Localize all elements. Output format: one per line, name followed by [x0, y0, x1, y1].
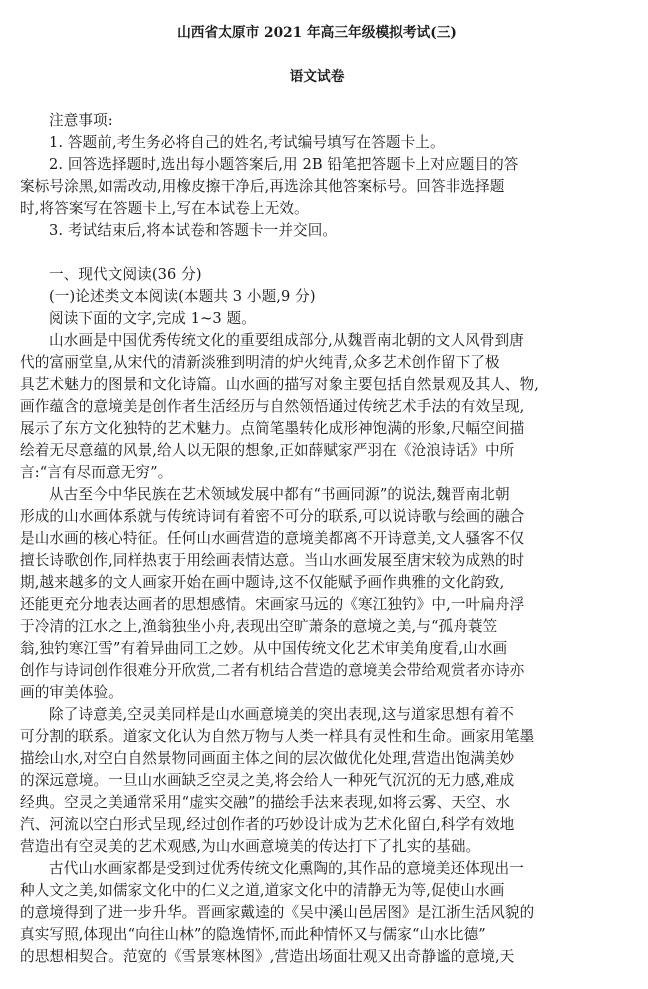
- section-subheading: (一)论述类文本阅读(本题共 3 小题,9 分): [49, 288, 316, 305]
- subject-title: 语文试卷: [289, 69, 345, 85]
- passage-line: 山水画是中国优秀传统文化的重要组成部分,从魏晋南北朝的文人风骨到唐: [49, 332, 524, 349]
- notice-line: 案标号涂黑,如需改动,用橡皮擦干净后,再选涂其他答案标号。回答非选择题: [20, 178, 505, 195]
- passage-line: 画作蕴含的意境美是创作者生活经历与自然领悟通过传统艺术手法的有效呈现,: [20, 398, 525, 415]
- passage-line: 具艺术魅力的图景和文化诗篇。山水画的描写对象主要包括自然景观及其人、物,: [20, 376, 540, 393]
- passage-line: 可分割的联系。道家文化认为自然万物与人类一样具有灵性和生命。画家用笔墨: [20, 728, 535, 745]
- passage-line: 除了诗意美,空灵美同样是山水画意境美的突出表现,这与道家思想有着不: [49, 706, 514, 723]
- passage-line: 汽、河流以空白形式呈现,经过创作者的巧妙设计成为艺术化留白,科学有效地: [20, 816, 515, 833]
- passage-line: 还能更充分地表达画者的思想感情。宋画家马远的《寒江独钓》中,一叶扁舟浮: [20, 596, 525, 613]
- passage-line: 营造出有空灵美的艺术观感,为山水画意境美的传达打下了扎实的基础。: [20, 838, 481, 855]
- passage-line: 翁,独钓寒江雪”有着异曲同工之妙。从中国传统文化艺术审美角度看,山水画: [20, 640, 508, 657]
- notice-line: 时,将答案写在答题卡上,写在本试卷上无效。: [20, 200, 309, 217]
- passage-line: 真实写照,体现出“向往山林”的隐逸情怀,而此种情怀又与儒家“山水比德”: [20, 926, 486, 943]
- passage-line: 的意境得到了进一步升华。晋画家戴逵的《吴中溪山邑居图》是江浙生活风貌的: [20, 904, 535, 921]
- passage-line: 期,越来越多的文人画家开始在画中题诗,这不仅能赋予画作典雅的文化韵致,: [20, 574, 505, 591]
- notice-heading: 注意事项:: [49, 112, 113, 129]
- notice-line: 1. 答题前,考生务必将自己的姓名,考试编号填写在答题卡上。: [49, 134, 445, 151]
- passage-line: 言:“言有尽而意无穷”。: [20, 464, 173, 481]
- passage-line: 从古至今中华民族在艺术领域发展中都有“书画同源”的说法,魏晋南北朝: [49, 486, 510, 503]
- exam-title: 山西省太原市 2021 年高三年级模拟考试(三): [177, 25, 457, 41]
- passage-line: 经典。空灵之美通常采用“虚实交融”的描绘手法来表现,如将云雾、天空、水: [20, 794, 511, 811]
- passage-line: 于冷清的江水之上,渔翁独坐小舟,表现出空旷萧条的意境之美,与“孤舟蓑笠: [20, 618, 498, 635]
- reading-instruction: 阅读下面的文字,完成 1~3 题。: [49, 310, 256, 327]
- passage-line: 的深远意境。一旦山水画缺乏空灵之美,将会给人一种死气沉沉的无力感,难成: [20, 772, 515, 789]
- section-heading: 一、现代文阅读(36 分): [49, 266, 202, 283]
- passage-line: 形成的山水画体系就与传统诗词有着密不可分的联系,可以说诗歌与绘画的融合: [20, 508, 525, 525]
- passage-line: 绘着无尽意蕴的风景,给人以无限的想象,正如薛赋家严羽在《沧浪诗话》中所: [20, 442, 515, 459]
- notice-line: 2. 回答选择题时,选出每小题答案后,用 2B 铅笔把答题卡上对应题目的答: [49, 156, 519, 173]
- passage-line: 是山水画的核心特征。任何山水画营造的意境美都离不开诗意美,文人骚客不仅: [20, 530, 525, 547]
- notice-line: 3. 考试结束后,将本试卷和答题卡一并交回。: [49, 222, 338, 239]
- passage-line: 种人文之美,如儒家文化中的仁义之道,道家文化中的清静无为等,促使山水画: [20, 882, 505, 899]
- passage-line: 描绘山水,对空白自然景物同画面主体之间的层次做优化处理,营造出饱满美妙: [20, 750, 515, 767]
- passage-line: 擅长诗歌创作,同样热衷于用绘画表情达意。当山水画发展至唐宋较为成熟的时: [20, 552, 525, 569]
- passage-line: 展示了东方文化独特的艺术魅力。点简笔墨转化成形神饱满的形象,尺幅空间描: [20, 420, 525, 437]
- passage-line: 的思想相契合。范宽的《雪景寒林图》,营造出场面壮观又出奇静谧的意境,天: [20, 948, 515, 965]
- passage-line: 画的审美体验。: [20, 684, 123, 701]
- passage-line: 古代山水画家都是受到过优秀传统文化熏陶的,其作品的意境美还体现出一: [49, 860, 524, 877]
- passage-line: 代的富丽堂皇,从宋代的清新淡雅到明清的炉火纯青,众多艺术创作留下了极: [20, 354, 500, 371]
- passage-line: 创作与诗词创作很难分开欣赏,二者有机结合营造的意境美会带给观赏者亦诗亦: [20, 662, 525, 679]
